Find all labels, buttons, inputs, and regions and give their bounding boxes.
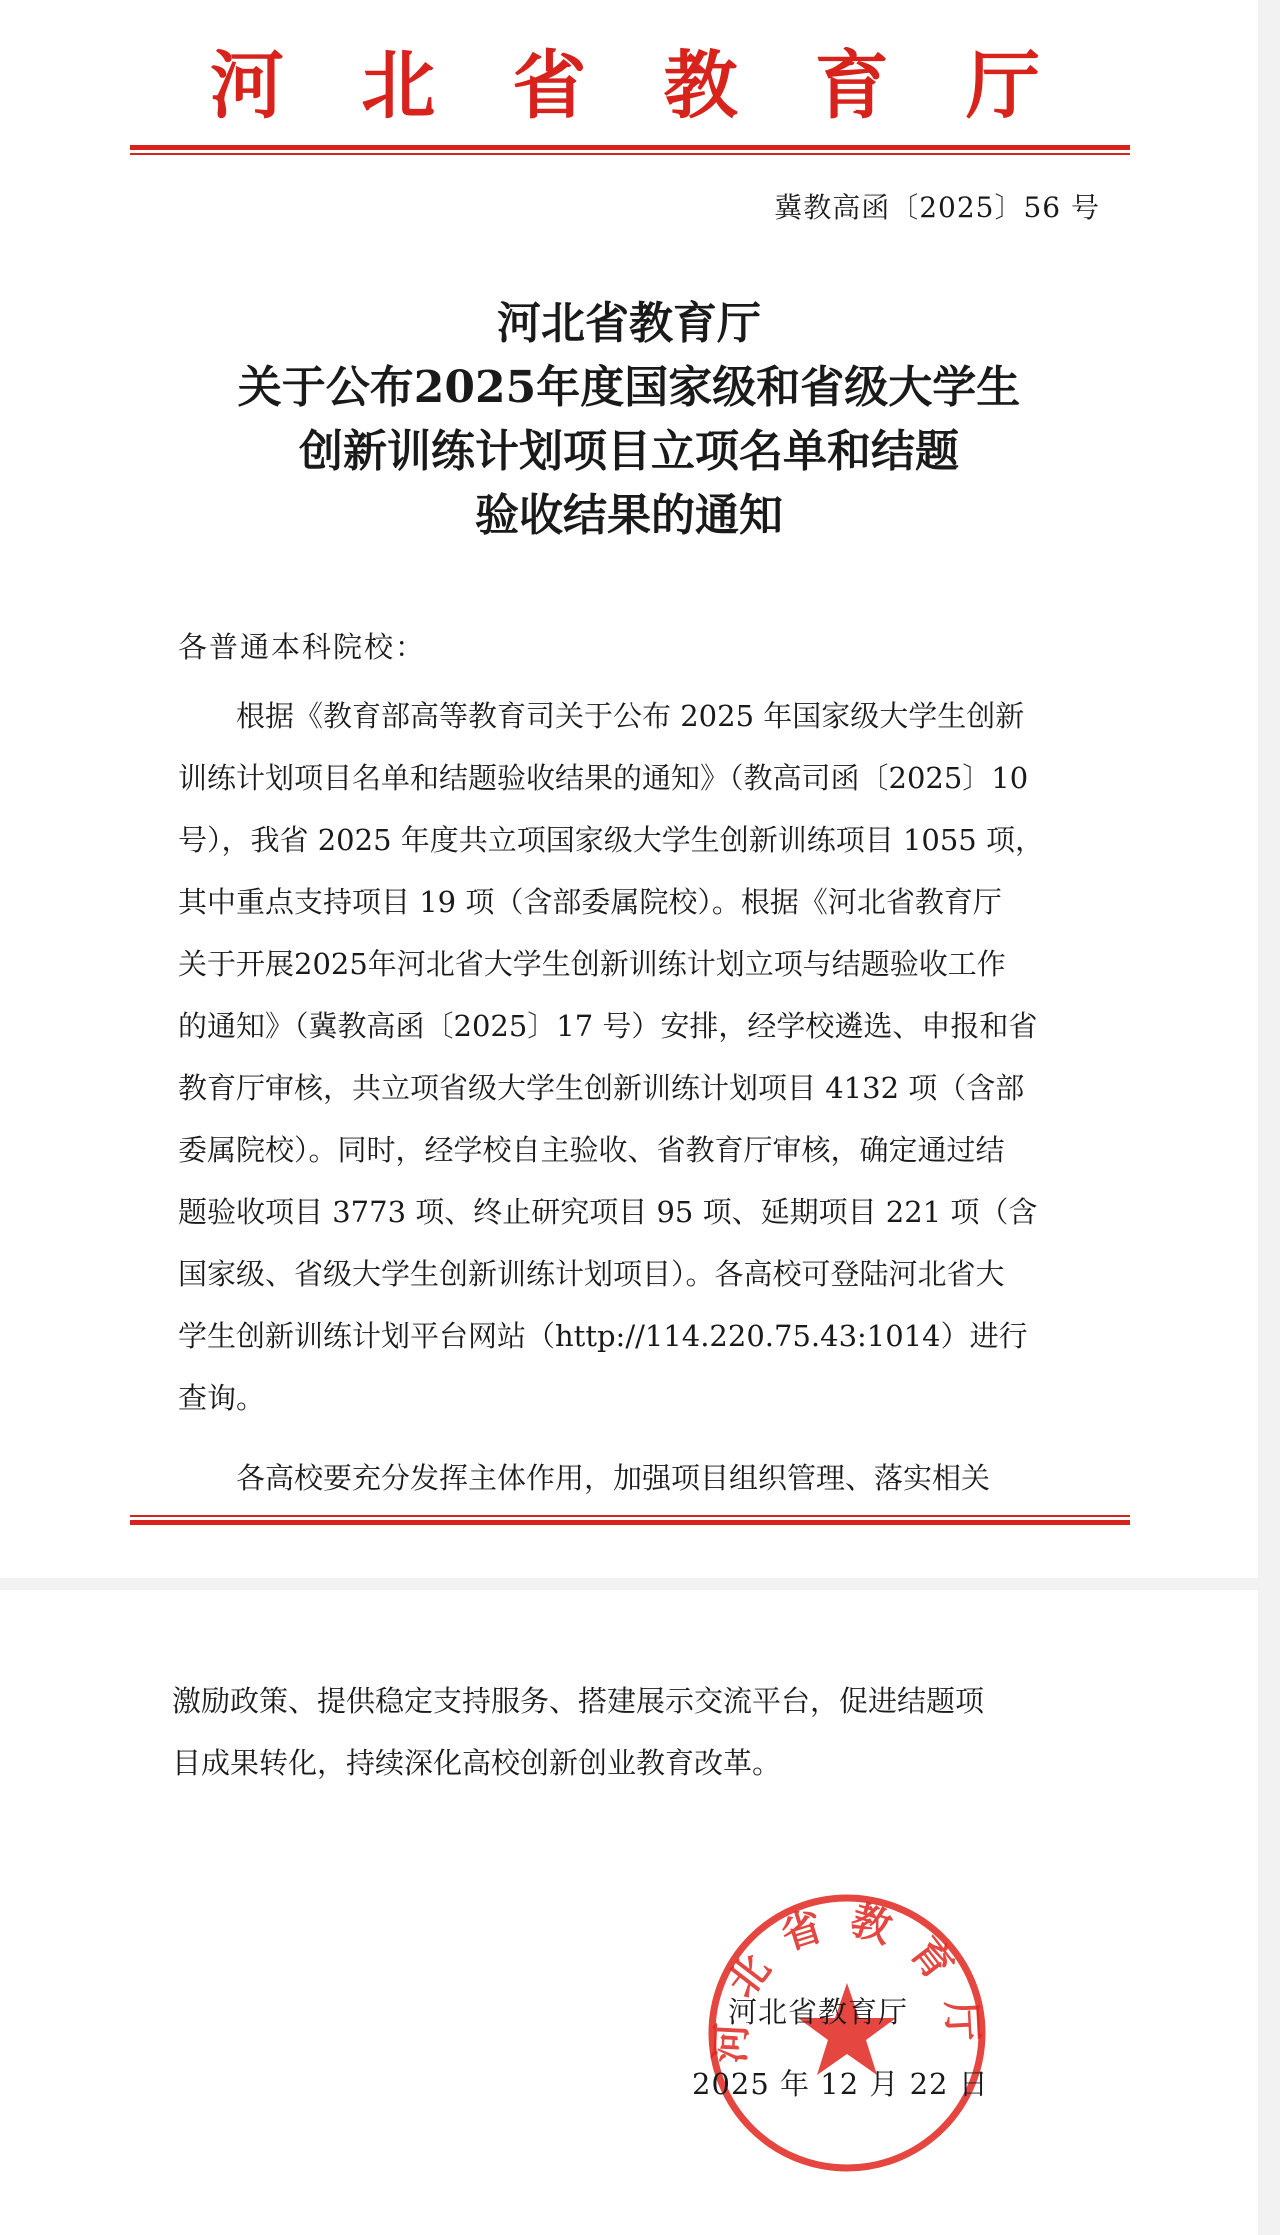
- letterhead-char: 厅: [965, 43, 1040, 129]
- paragraph-line: 其中重点支持项目 19 项（含部委属院校）。根据《河北省教育厅: [178, 885, 1002, 919]
- seal-text: 河北省教育厅: [707, 1896, 987, 2065]
- paragraph-line: 关于开展2025年河北省大学生创新训练计划立项与结题验收工作: [178, 947, 1006, 981]
- paragraph-line: 根据《教育部高等教育司关于公布 2025 年国家级大学生创新: [236, 699, 1025, 733]
- page-2-paragraph: [172, 1670, 1096, 1794]
- paragraph-line: 教育厅审核，共立项省级大学生创新训练计划项目 4132 项（含部: [178, 1071, 1025, 1105]
- letterhead-char: 教: [663, 43, 738, 129]
- title-line: 创新训练计划项目立项名单和结题: [299, 426, 959, 477]
- page-bottom-red-rule-thick: [130, 1520, 1130, 1525]
- signature-date: 2025 年 12 月 22 日: [692, 2067, 989, 2101]
- paragraph-line: 题验收项目 3773 项、终止研究项目 95 项、延期项目 221 项（含: [178, 1195, 1038, 1229]
- title-line: 关于公布2025年度国家级和省级大学生: [237, 362, 1021, 413]
- greeting: 各普通本科院校：: [178, 630, 427, 664]
- paragraph-line: 训练计划项目名单和结题验收结果的通知》（教高司函〔2025〕10: [178, 761, 1029, 795]
- page-bottom-red-rule: [130, 1515, 1130, 1517]
- letterhead-char: 北: [361, 43, 436, 129]
- paragraph-2: [178, 1447, 1096, 1509]
- paragraph-1: [178, 685, 1096, 1429]
- document-number: 冀教高函〔2025〕56 号: [774, 191, 1100, 224]
- document-title: [0, 292, 1258, 548]
- letterhead-char: 育: [814, 43, 889, 129]
- letterhead: [130, 30, 1130, 130]
- paragraph-line: 委属院校）。同时，经学校自主验收、省教育厅审核，确定通过结: [178, 1133, 1005, 1167]
- paragraph-line: 国家级、省级大学生创新训练计划项目）。各高校可登陆河北省大: [178, 1257, 1005, 1291]
- paragraph-line: 的通知》（冀教高函〔2025〕17 号）安排，经学校遴选、申报和省: [178, 1009, 1038, 1043]
- paragraph-line: 学生创新训练计划平台网站（http://114.220.75.43:1014）进行: [178, 1319, 1028, 1353]
- signature-org: 河北省教育厅: [728, 1995, 909, 2029]
- paragraph-line: 激励政策、提供稳定支持服务、搭建展示交流平台，促进结题项: [172, 1684, 985, 1718]
- official-seal: [702, 1888, 992, 2178]
- letterhead-char: 河: [210, 43, 284, 129]
- title-line: 河北省教育厅: [497, 298, 761, 349]
- paragraph-line: 号），我省 2025 年度共立项国家级大学生创新训练项目 1055 项，: [178, 823, 1044, 857]
- letterhead-red-rule-thin: [130, 153, 1130, 155]
- letterhead-char: 省: [512, 43, 587, 129]
- paragraph-line: 目成果转化，持续深化高校创新创业教育改革。: [172, 1746, 782, 1780]
- paragraph-line: 查询。: [178, 1381, 266, 1415]
- title-line: 验收结果的通知: [475, 490, 783, 541]
- paragraph-line: 各高校要充分发挥主体作用，加强项目组织管理、落实相关: [236, 1461, 991, 1495]
- letterhead-red-rule: [130, 145, 1130, 150]
